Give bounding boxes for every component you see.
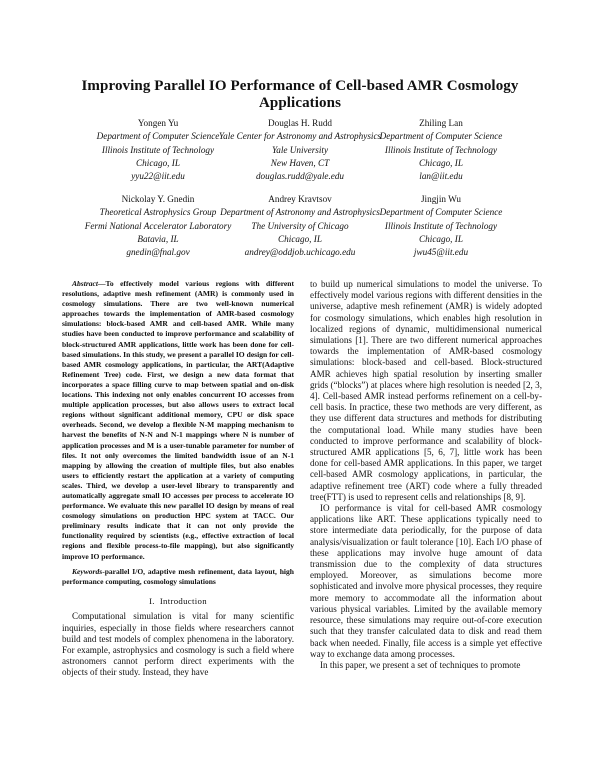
author-affiliation: Department of Computer Science (379, 131, 503, 142)
paper-title: Improving Parallel IO Performance of Cell-based AMR Cosmology Applications (81, 78, 519, 111)
right-column (310, 279, 542, 671)
author-affiliation: Department of Computer Science (379, 207, 503, 218)
author-institution: Illinois Institute of Technology (101, 144, 215, 155)
author-location: Batavia, IL (137, 233, 179, 244)
author-location: Chicago, IL (419, 233, 463, 244)
keywords-label: Keywords (72, 566, 103, 576)
author-name: Douglas H. Rudd (267, 118, 333, 128)
abstract-label: Abstract (72, 279, 98, 288)
author-location: Chicago, IL (278, 233, 322, 244)
author-institution: The University of Chicago (251, 220, 349, 231)
author-affiliation: Theoretical Astrophysics Group (99, 207, 217, 218)
author-institution: Yale University (271, 144, 329, 155)
author-location: New Haven, CT (270, 157, 330, 168)
author-affiliation: Yale Center for Astronomy and Astrophysics (218, 131, 382, 142)
author-affiliation: Department of Astronomy and Astrophysics (220, 207, 380, 218)
abstract-text: —To effectively model various regions with different resolutions, adaptive mesh refinement (AMR) is commonly used in cosmology simulations. There are two well-known numerical approaches towards the implementation of AMR-based cosmology simulations: block-based AMR and cell-based AMR. While many studies have been conducted to improve performance and scalability of block-structured AMR applications, little work has been done for cell-based simulations. In this study, we present a parallel IO design for cell-based AMR cosmology applications, in particular, the ART(Adaptive Refinement Tree) code. First, we design a new data format that incorporates a space filling curve to map between spatial and on-disk locations. This indexing not only enables concurrent IO accesses from multiple application processes, but also allows users to extract local regions without significant additional memory, CPU or disk space overheads. Second, we develop a flexible N-M mapping mechanism to harvest the benefits of N-N and N-1 mappings where N is number of application processes and M is a user-tunable parameter for number of files. It not only overcomes the limited bandwidth issue of an N-1 mapping by allowing the creation of multiple files, but also enables users to efficiently restart the application at a variety of computing scales. Third, we develop a user-level library to transparently and automatically aggregate small IO accesses per process to accelerate IO performance. We evaluate this new parallel IO design by means of real cosmology simulations on production HPC system at TACC. Our preliminary results indicate that it can not only provide the functionality required by scientists (e.g., effective extraction of local regions and flexible process-to-file mapping), but also significantly improve IO performance. (62, 279, 294, 561)
author-name: Yongen Yu (137, 118, 179, 128)
keywords (62, 567, 294, 587)
author-name: Jingjin Wu (420, 194, 462, 204)
author-email: lan@iit.edu (419, 171, 463, 182)
author-email: douglas.rudd@yale.edu (255, 171, 345, 182)
author-email: andrey@oddjob.uchicago.edu (244, 247, 356, 258)
intro-paragraph: Computational simulation is vital for many scientific inquiries, especially in those fields where researchers cannot build and test models of complex phenomena in the laboratory. For example, astrophysics and cosmology is such a field where astronomers cannot perform direct experiments with the objects of their study. Instead, they have (62, 611, 294, 678)
author-name: Nickolay Y. Gnedin (121, 194, 195, 204)
author-email: gnedin@fnal.gov (126, 247, 190, 258)
author-block (346, 117, 536, 183)
author-location: Chicago, IL (136, 157, 180, 168)
author-email: yyu22@iit.edu (131, 171, 185, 182)
author-institution: Illinois Institute of Technology (384, 220, 498, 231)
author-name: Zhiling Lan (419, 118, 463, 128)
left-column (62, 279, 294, 679)
body-paragraph: In this paper, we present a set of techniques to promote (320, 659, 521, 670)
abstract (62, 279, 294, 562)
body-paragraph: IO performance is vital for cell-based AMR cosmology applications like ART. These applications typically need to store intermediate data periodically, for the purpose of data analysis/visualization or fault tolerance [10]. Each I/O phase of these applications may involve huge amount of data transmission due to the complexity of data structures employed. Moreover, as simulations become more sophisticated and involve more physical processes, they require more memory to accommodate all the information about various physical variables. Limited by the available memory resource, these simulations may require out-of-core execution such that they transfer calculated data to disk and read them back when needed. Finally, file access is a simple yet effective way to exchange data among processes. (310, 503, 542, 659)
keywords-text: -parallel I/O, adaptive mesh refinement, data layout, high performance computing, cosmology simulations (62, 566, 294, 586)
author-institution: Illinois Institute of Technology (384, 144, 498, 155)
section-title: Introduction (159, 595, 207, 606)
section-heading (62, 596, 294, 607)
author-name: Andrey Kravtsov (268, 194, 332, 204)
author-location: Chicago, IL (419, 157, 463, 168)
author-email: jwu45@iit.edu (413, 247, 469, 258)
author-institution: Fermi National Accelerator Laboratory (84, 220, 232, 231)
body-paragraph: to build up numerical simulations to model the universe. To effectively model various regions with different densities in the universe, adaptive mesh refinement (AMR) is widely adopted for cosmology simulations, which enables high resolution in localized regions of dynamic, multidimensional numerical simulations [1]. There are two different numerical approaches towards the implementation of AMR-based cosmology simulations: block-based and cell-based. Block-structured AMR achieves high spatial resolution by inserting smaller grids (“blocks”) at places where high resolution is needed [2, 3, 4]. Cell-based AMR instead performs refinement on a cell-by-cell basis. In practice, these two methods are very different, as they use different data structures and methods for distributing the computational load. While many studies have been conducted to improve performance and scalability of block-structured AMR applications [5, 6, 7], little work has been done for cell-based AMR applications. In this paper, we target cell-based AMR cosmology applications, in particular, the adaptive refinement tree (ART) code where a fully threaded tree(FTT) is used to represent cells and relationships [8, 9]. (310, 279, 542, 502)
author-affiliation: Department of Computer Science (96, 131, 220, 142)
section-number: I. (149, 595, 155, 606)
author-block (346, 193, 536, 259)
